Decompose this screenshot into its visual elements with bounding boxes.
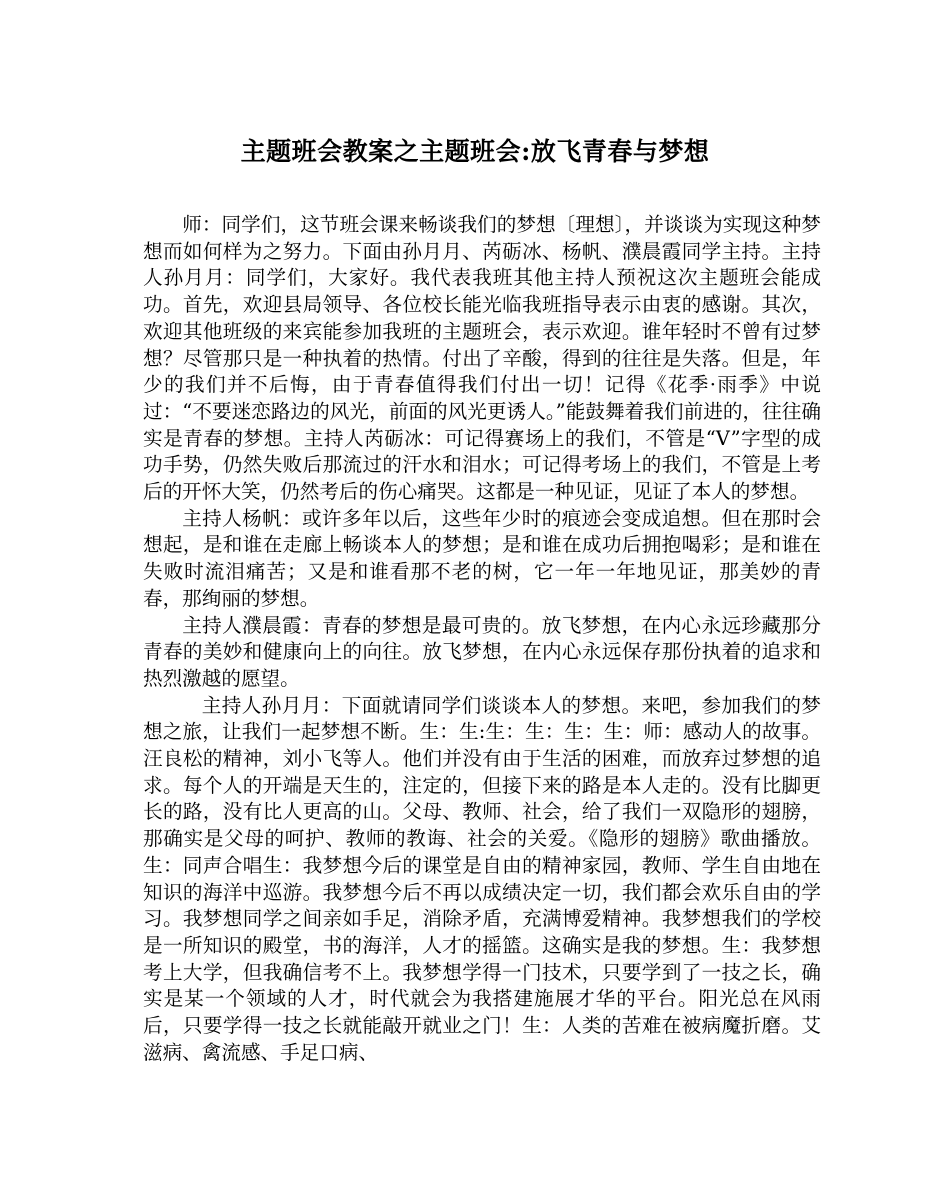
- document-body: [143, 212, 821, 1067]
- paragraph-opening: 师：同学们，这节班会课来畅谈我们的梦想〔理想〕，并谈谈为实现这种梦想而如何样为之努力。下面由孙月月、芮砺冰、杨帆、濮晨霞同学主持。主持人孙月月：同学们，大家好。我代表我班其他主持人预祝这次主题班会能成功。首先，欢迎县局领导、各位校长能光临我班指导表示由衷的感谢。其次，欢迎其他班级的来宾能参加我班的主题班会，表示欢迎。谁年轻时不曾有过梦想？尽管那只是一种执着的热情。付出了辛酸，得到的往往是失落。但是，年少的我们并不后悔，由于青春值得我们付出一切！记得《花季·雨季》中说过：“不要迷恋路边的风光，前面的风光更诱人。”能鼓舞着我们前进的，往往确实是青春的梦想。主持人芮砺冰：可记得赛场上的我们，不管是“V”字型的成功手势，仍然失败后那流过的汗水和泪水；可记得考场上的我们，不管是上考后的开怀大笑，仍然考后的伤心痛哭。这都是一种见证，见证了本人的梦想。: [143, 213, 821, 504]
- paragraph-yang-fan: 主持人杨帆：或许多年以后，这些年少时的痕迹会变成追想。但在那时会想起，是和谁在走廊上畅谈本人的梦想；是和谁在成功后拥抱喝彩；是和谁在失败时流泪痛苦；又是和谁看那不老的树，它一年一年地见证，那美妙的青春，那绚丽的梦想。: [143, 506, 821, 610]
- document-title: 主题班会教案之主题班会:放飞青春与梦想: [240, 137, 710, 166]
- paragraph-pu-chenxia: 主持人濮晨霞：青春的梦想是最可贵的。放飞梦想，在内心永远珍藏那分青春的美妙和健康向上的向往。放飞梦想，在内心永远保存那份执着的追求和热烈激越的愿望。: [143, 613, 821, 690]
- paragraph-sun-yueyue: 主持人孙月月：下面就请同学们谈谈本人的梦想。来吧，参加我们的梦想之旅，让我们一起梦想不断。生：生:生：生：生：生：师：感动人的故事。汪良松的精神，刘小飞等人。他们并没有由于生活的困难，而放弃过梦想的追求。每个人的开端是天生的，注定的，但接下来的路是本人走的。没有比脚更长的路，没有比人更高的山。父母、教师、社会，给了我们一双隐形的翅膀，那确实是父母的呵护、教师的教诲、社会的关爱。《隐形的翅膀》歌曲播放。生：同声合唱生：我梦想今后的课堂是自由的精神家园，教师、学生自由地在知识的海洋中巡游。我梦想今后不再以成绩决定一切，我们都会欢乐自由的学习。我梦想同学之间亲如手足，消除矛盾，充满博爱精神。我梦想我们的学校是一所知识的殿堂，书的海洋，人才的摇篮。这确实是我的梦想。生：我梦想考上大学，但我确信考不上。我梦想学得一门技术，只要学到了一技之长，确实是某一个领域的人才，时代就会为我搭建施展才华的平台。阳光总在风雨后，只要学得一技之长就能敲开就业之门！生：人类的苦难在被病魔折磨。艾滋病、禽流感、手足口病、: [143, 693, 821, 1064]
